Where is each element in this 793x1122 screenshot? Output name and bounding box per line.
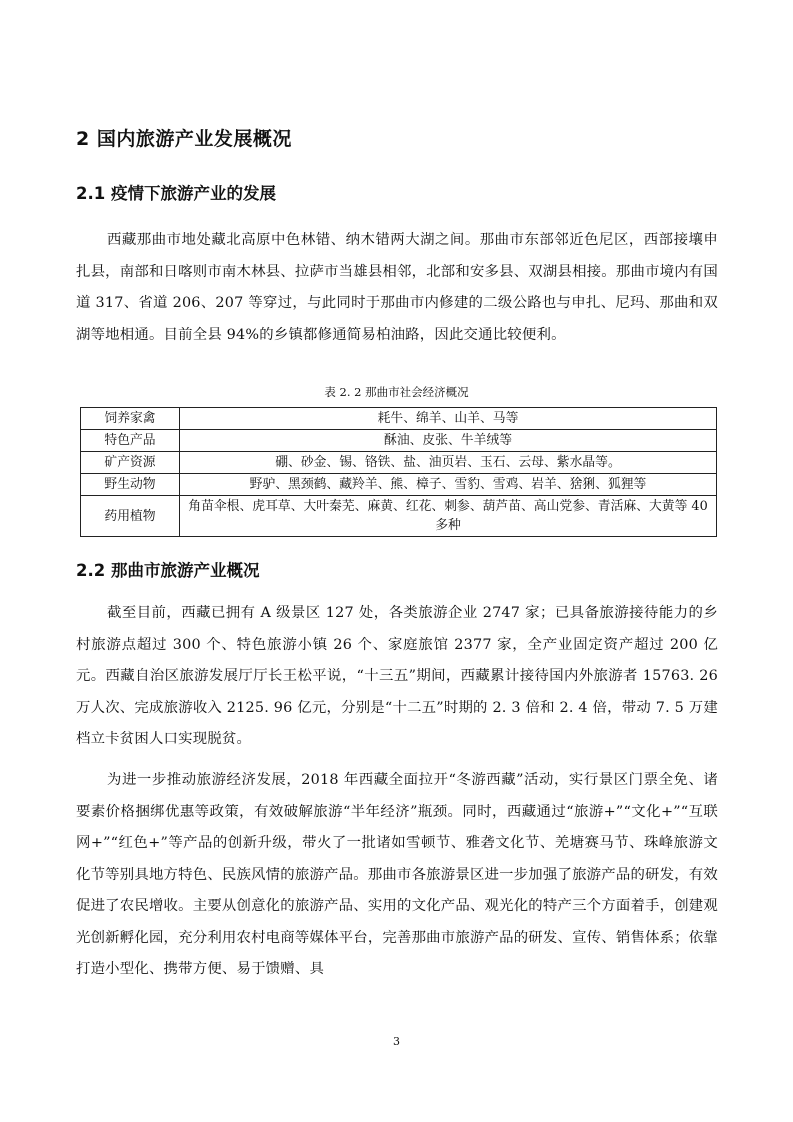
row-label: 野生动物 [81, 474, 180, 496]
row-value: 硼、砂金、锡、铬铁、盐、油页岩、玉石、云母、紫水晶等。 [180, 452, 717, 474]
row-label: 矿产资源 [81, 452, 180, 474]
paragraph-development: 为进一步推动旅游经济发展，2018 年西藏全面拉开“冬游西藏”活动，实行景区门票全免、诸要素价格捆绑优惠等政策，有效破解旅游“半年经济”瓶颈。同时，西藏通过“旅游+”“文化+”“互联网+”“红色+”等产品的创新升级，带火了一批诸如雪顿节、雅砻文化节、羌塘赛马节、珠峰旅游文化节等别具地方特色、民族风情的旅游产品。那曲市各旅游景区进一步加强了旅游产品的研发，有效促进了农民增收。主要从创意化的旅游产品、实用的文化产品、观光化的特产三个方面着手，创建观光创新孵化园，充分利用农村电商等媒体平台，完善那曲市旅游产品的研发、宣传、销售体系；依靠打造小型化、携带方便、易于馈赠、具 [76, 772, 718, 977]
row-label: 特色产品 [81, 430, 180, 452]
page-number: 3 [393, 1035, 400, 1048]
table-row [81, 430, 717, 452]
table-row [81, 474, 717, 496]
table-caption: 表 2. 2 那曲市社会经济概况 [324, 385, 469, 399]
economy-table [80, 407, 717, 537]
row-value: 野驴、黑颈鹤、藏羚羊、熊、樟子、雪豹、雪鸡、岩羊、猞猁、狐狸等 [180, 474, 717, 496]
row-label: 饲养家禽 [81, 408, 180, 430]
table-row [81, 452, 717, 474]
row-value: 耗牛、绵羊、山羊、马等 [180, 408, 717, 430]
row-value: 角苗伞根、虎耳草、大叶秦芜、麻黄、红花、刺参、葫芦苗、高山党参、青活麻、大黄等 40 多种 [180, 496, 717, 537]
table-row [81, 408, 717, 430]
row-value: 酥油、皮张、牛羊绒等 [180, 430, 717, 452]
paragraph-location: 西藏那曲市地处藏北高原中色林错、纳木错两大湖之间。那曲市东部邻近色尼区，西部接壤申扎县，南部和日喀则市南木林县、拉萨市当雄县相邻，北部和安多县、双湖县相接。那曲市境内有国道 317、省道 206、207 等穿过，与此同时于那曲市内修建的二级公路也与申扎、尼玛、那曲和双湖等地相通。目前全县 94%的乡镇都修通简易柏油路，因此交通比较便利。 [76, 232, 718, 343]
paragraph-statistics: 截至目前，西藏已拥有 A 级景区 127 处，各类旅游企业 2747 家；已具备旅游接待能力的乡村旅游点超过 300 个、特色旅游小镇 26 个、家庭旅馆 2377 家，全产业固定资产超过 200 亿元。西藏自治区旅游发展厅厅长王松平说，“十三五”期间，西藏累计接待国内外旅游者 15763. 26 万人次、完成旅游收入 2125. 96 亿元，分别是“十二五”时期的 2. 3 倍和 2. 4 倍，带动 7. 5 万建档立卡贫困人口实现脱贫。 [76, 605, 718, 747]
row-label: 药用植物 [81, 496, 180, 537]
subsection-heading-2-1: 2.1 疫情下旅游产业的发展 [76, 184, 276, 203]
subsection-heading-2-2: 2.2 那曲市旅游产业概况 [76, 561, 260, 580]
table-row [81, 496, 717, 537]
section-heading: 2 国内旅游产业发展概况 [76, 128, 292, 150]
